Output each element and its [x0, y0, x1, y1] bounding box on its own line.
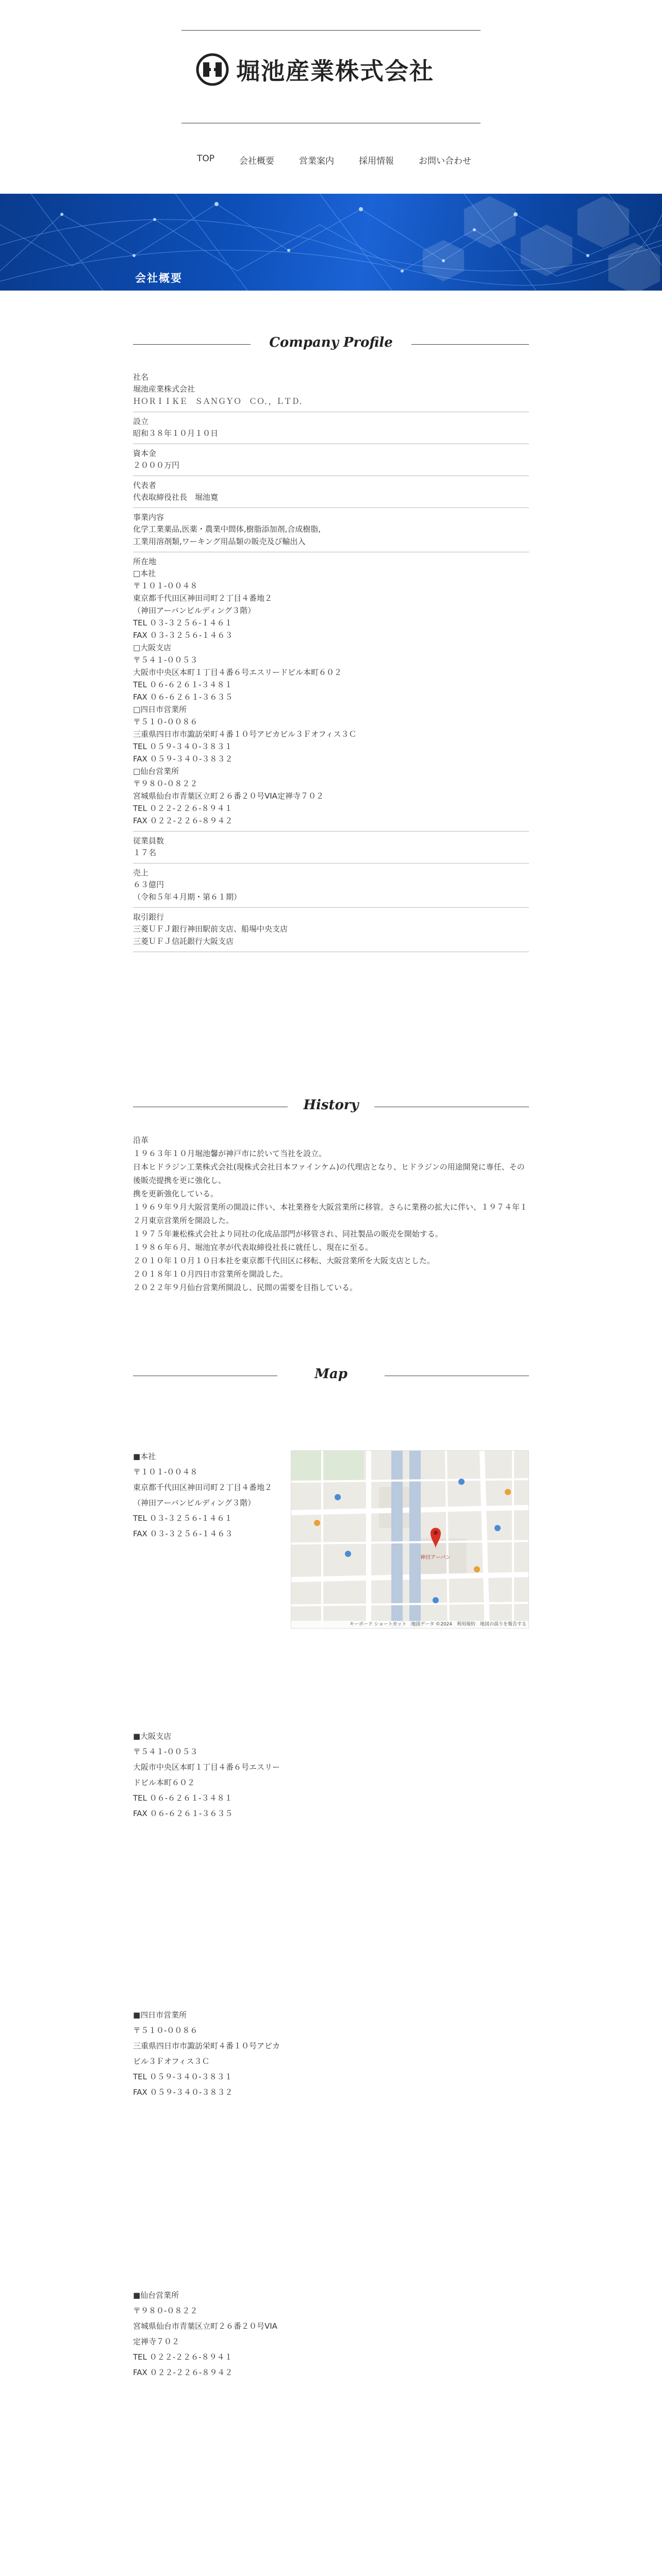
office-address: 〒５１０-００８６ 三重県四日市市諏訪栄町４番１０号アピカ ビル３Ｆオフィス３Ｃ TEL ０５９-３４０-３８３１ FAX ０５９-３４０-３８３２	[133, 2026, 280, 2097]
office-name: ■四日市営業所	[133, 2010, 187, 2020]
profile-heading-title: Company Profile	[269, 335, 393, 350]
profile-value: □本社 〒１０１-００４８ 東京都千代田区神田司町２丁目４番地２ （神田アーバンビルディング３階） TEL ０３-３２５６-１４６１ FAX ０３-３２５６-１４６３ □大阪支店 〒５４１-００５３ 大阪市中央区本町１丁目４番６号エスリードビル本町６０２ TEL ０６-６２６１-３４８１ FAX ０６-６２６１-３６３５ □四日市営業所 〒５１０-００８６ 三重県四日市市諏訪栄町４番１０号アピカビル３Ｆオフィス３Ｃ TEL ０５９-３４０-３８３１ FAX ０５９-３４０-３８３２ □仙台営業所 〒９８０-０８２２ 宮城県仙台市青葉区立町２６番２０号VIA定禅寺７０２ TEL ０２２-２２６-８９４１ FAX ０２２-２２６-８９４２	[133, 569, 357, 825]
office-address: 〒５４１-００５３ 大阪市中央区本町１丁目４番６号エスリー ドビル本町６０２ TEL ０６-６２６１-３４８１ FAX ０６-６２６１-３６３５	[133, 1747, 280, 1818]
map-heading-title: Map	[315, 1366, 347, 1382]
profile-label: 代表者	[133, 481, 157, 490]
nav-top[interactable]: TOP	[197, 154, 215, 164]
banner-network-graphic	[0, 194, 662, 291]
history-heading-title: History	[303, 1097, 359, 1113]
profile-value: 堀池産業株式会社 ＨＯＲＩＩＫＥ ＳＡＮＧＹＯ ＣＯ．，ＬＴＤ．	[133, 384, 307, 406]
map-pin-label: 神田アーバン	[420, 1555, 451, 1561]
nav-contact[interactable]: お問い合わせ	[419, 156, 471, 166]
profile-row	[133, 412, 529, 444]
profile-label: 売上	[133, 868, 149, 877]
company-profile-table	[133, 368, 529, 952]
office-osaka	[133, 1728, 288, 1821]
map-attribution[interactable]: キーボード ショートカット 地図データ ©2024 利用規約 地図の誤りを報告する	[291, 1621, 529, 1628]
history-line: １９６９年９月大阪営業所の開設に伴い、本社業務を大阪営業所に移管。さらに業務の拡大に伴い、１９７４年１２月東京営業所を開設した。	[133, 1202, 528, 1225]
nav-recruit[interactable]: 採用情報	[359, 156, 394, 166]
main-nav	[0, 154, 662, 169]
profile-value: 昭和３８年１０月１０日	[133, 429, 219, 438]
profile-row	[133, 508, 529, 552]
office-address: 〒９８０-０８２２ 宮城県仙台市青葉区立町２６番２０号VIA 定禅寺７０２ TEL ０２２-２２６-８９４１ FAX ０２２-２２６-８９４２	[133, 2306, 277, 2377]
map-streets-graphic	[291, 1451, 529, 1629]
history-line: 日本ヒドラジン工業株式会社(現株式会社日本ファインケム)の代理店となり、ヒドラジンの用途開発に専任、その後販売提携を更に強化し、	[133, 1162, 525, 1185]
history-text	[133, 1133, 529, 1294]
header-top-rule	[181, 30, 481, 31]
profile-label: 従業員数	[133, 836, 164, 845]
history-line: ２０１８年１０月四日市営業所を開設した。	[133, 1269, 288, 1279]
site-header	[0, 0, 662, 196]
profile-heading	[133, 334, 529, 354]
profile-label: 資本金	[133, 449, 157, 458]
history-line: 沿革	[133, 1136, 149, 1145]
profile-label: 所在地	[133, 557, 157, 566]
history-heading	[133, 1096, 529, 1117]
office-yokkaichi	[133, 2007, 288, 2100]
profile-label: 事業内容	[133, 513, 164, 522]
company-name: 堀池産業株式会社	[236, 57, 434, 85]
nav-business[interactable]: 営業案内	[299, 156, 334, 166]
office-address: 〒１０１-００４８ 東京都千代田区神田司町２丁目４番地２ （神田アーバンビルディング３階） TEL ０３-３２５６-１４６１ FAX ０３-３２５６-１４６３	[133, 1467, 273, 1538]
banner-title: 会社概要	[135, 272, 183, 284]
history-line: １９８６年６月、堀池宜孝が代表取締役社長に就任し、現在に至る。	[133, 1243, 373, 1252]
history-line: １９７５年兼松株式会社より同社の化成品部門が移管され、同社製品の販売を開始する。	[133, 1229, 443, 1239]
nav-company[interactable]: 会社概要	[239, 156, 274, 166]
profile-row	[133, 908, 529, 952]
profile-row	[133, 368, 529, 412]
office-name: ■大阪支店	[133, 1732, 172, 1741]
profile-row	[133, 863, 529, 908]
history-line: ２０１０年１０月１０日本社を東京都千代田区に移転、大阪営業所を大阪支店とした。	[133, 1256, 435, 1265]
history-line: １９６３年１０月堀池馨が神戸市に於いて当社を設立。	[133, 1149, 327, 1158]
profile-label: 社名	[133, 372, 149, 382]
profile-row	[133, 552, 529, 832]
company-logo[interactable]	[196, 53, 434, 87]
profile-value: 化学工業薬品,医薬・農業中間体,樹脂添加剤,合成樹脂, 工業用溶剤類,ワーキング用品類の販売及び輸出入	[133, 524, 321, 546]
profile-label: 取引銀行	[133, 912, 164, 922]
office-head	[133, 1449, 288, 1541]
profile-row	[133, 444, 529, 476]
office-name: ■本社	[133, 1452, 156, 1461]
page-banner	[0, 194, 662, 291]
history-line: ２０２２年９月仙台営業所開設し、民間の需要を目指している。	[133, 1283, 358, 1292]
office-sendai	[133, 2287, 288, 2380]
profile-label: 設立	[133, 417, 149, 426]
profile-value: 代表取締役社長 堀池寛	[133, 493, 219, 502]
profile-row	[133, 476, 529, 508]
google-map-embed[interactable]	[291, 1450, 529, 1629]
history-line: 携を更新強化している。	[133, 1189, 219, 1198]
profile-value: １７名	[133, 848, 157, 857]
map-heading	[133, 1365, 529, 1386]
logo-mark-icon	[196, 53, 229, 86]
header-bottom-rule	[181, 123, 481, 124]
office-name: ■仙台営業所	[133, 2291, 179, 2300]
profile-value: ６３億円 （令和５年４月期・第６１期）	[133, 880, 242, 902]
profile-value: 三菱ＵＦＪ銀行神田駅前支店、船場中央支店 三菱ＵＦＪ信託銀行大阪支店	[133, 924, 288, 946]
heading-rule-right	[411, 344, 529, 345]
profile-value: ２０００万円	[133, 461, 180, 470]
profile-row	[133, 832, 529, 863]
